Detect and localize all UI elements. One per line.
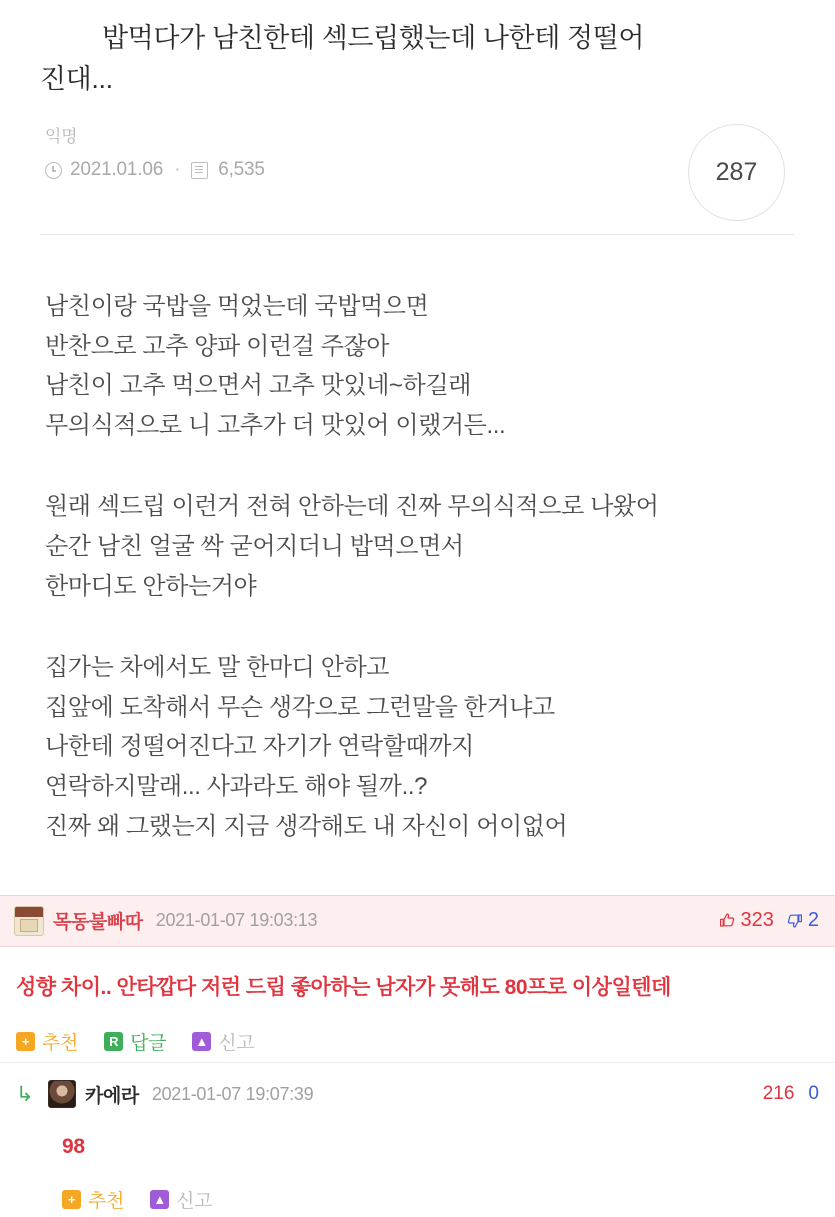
post-line: 한마디도 안하는거야 [45,572,257,600]
thumbs-down-icon [786,912,803,929]
post-line: 집앞에 도착해서 무슨 생각으로 그런말을 한거냐고 [45,693,555,721]
post-line: 원래 섹드립 이런거 전혀 안하는데 진짜 무의식적으로 나왔어 [45,493,659,521]
reply-arrow-icon: ↳ [16,1082,34,1106]
reply-recommend-label: 추천 [88,1190,125,1212]
post-line: 집가는 차에서도 말 한마디 안하고 [45,654,390,682]
comment-downvote-button[interactable] [786,909,819,932]
comment-date: 2021-01-07 19:03:13 [155,910,318,931]
post-meta [40,122,795,214]
comment-body: 성향 차이.. 안타깝다 저런 드립 좋아하는 남자가 못해도 80프로 이상일텐데 [16,975,671,999]
comment-report-label: 신고 [218,1032,255,1054]
post-author: 익명 [45,127,78,147]
thumbs-up-icon [719,912,736,929]
comment-reply-button[interactable] [104,1028,166,1055]
reply-header [0,1063,835,1109]
plus-icon: + [62,1190,81,1209]
post-paragraph [45,287,795,445]
views-icon [191,162,208,179]
reply-downvote-count[interactable]: 0 [808,1083,819,1104]
post-body [0,235,835,846]
reply-icon: R [104,1032,123,1051]
comments-section [0,895,835,1217]
reply-date: 2021-01-07 19:07:39 [151,1083,314,1104]
comment-header [0,895,835,947]
comment-votes [719,909,820,932]
reply-body: 98 [62,1135,85,1158]
reply-report-label: 신고 [176,1190,213,1212]
plus-icon: + [16,1032,35,1051]
post-line: 순간 남친 얼굴 싹 굳어지더니 밥먹으면서 [45,533,464,561]
reply-recommend-button[interactable] [62,1186,124,1213]
post-title-line-2: 진대... [40,64,113,95]
page-title [40,18,795,100]
post-paragraph [45,648,795,846]
comment-reply-label: 답글 [130,1032,167,1054]
reply-actions [0,1159,835,1217]
comment-recommend-label: 추천 [42,1032,79,1054]
post-paragraph [45,487,795,606]
comment-upvote-count: 323 [740,909,774,932]
reply-votes [763,1083,819,1105]
like-count-value: 287 [715,158,758,187]
post-line: 남친이 고추 먹으면서 고추 맛있네~하길래 [45,372,472,400]
report-icon: ▲ [192,1032,211,1051]
comment-report-button[interactable] [192,1028,254,1055]
post-views: 6,535 [218,159,265,181]
post-title-line-1: 밥먹다가 남친한테 섹드립했는데 나한테 정떨어 [102,23,645,53]
meta-separator: · [174,159,181,181]
clock-icon [45,162,62,179]
comment-author[interactable]: 목동불빠따 [53,912,143,934]
post-date: 2021.01.06 [70,159,164,181]
reply-author[interactable]: 카에라 [85,1085,139,1107]
reply-upvote-count[interactable]: 216 [762,1083,795,1104]
post-line: 나한테 정떨어진다고 자기가 연락할때까지 [45,733,474,761]
post-line: 남친이랑 국밥을 먹었는데 국밥먹으면 [45,293,429,321]
avatar[interactable] [14,906,44,936]
like-count-button[interactable] [688,124,785,221]
post-line: 반찬으로 고추 양파 이런걸 주잖아 [45,332,390,360]
comment-recommend-button[interactable] [16,1028,78,1055]
post-line: 무의식적으로 니 고추가 더 맛있어 이랬거든... [45,411,506,439]
comment-upvote-button[interactable] [719,909,774,932]
comment-downvote-count: 2 [807,909,819,932]
report-icon: ▲ [150,1190,169,1209]
post-meta-line [45,159,795,181]
comment-actions [0,1002,835,1058]
reply-report-button[interactable] [150,1186,212,1213]
post-line: 연락하지말래... 사과라도 해야 될까..? [45,773,428,800]
post-line: 진짜 왜 그랬는지 지금 생각해도 내 자신이 어이없어 [45,812,568,840]
post-header [0,0,835,214]
avatar[interactable] [48,1080,76,1108]
